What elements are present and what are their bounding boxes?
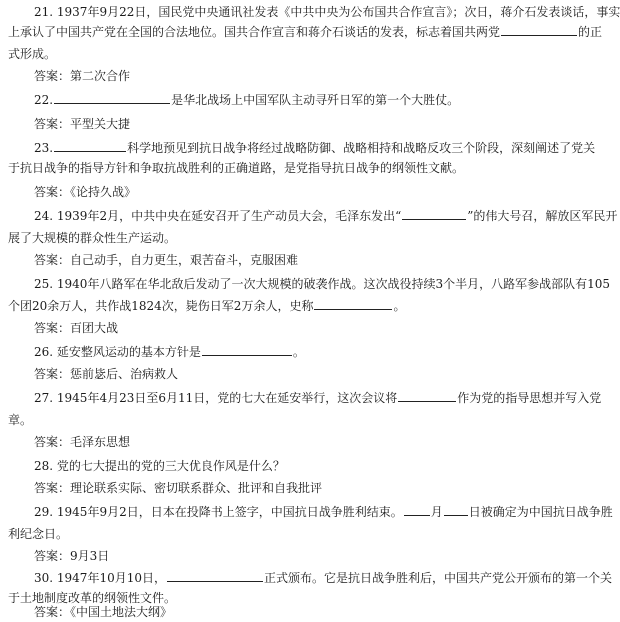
question-27-line-1 [34,388,602,408]
question-21-line-1 [34,2,620,22]
question-text: 的正 [578,25,603,39]
question-27-line-2 [8,410,594,430]
question-text: 于土地制度改革的纲领性文件。 [8,591,177,605]
question-text: 。 [292,345,305,359]
question-26-line-1 [34,342,594,362]
question-text: 25. 1940年八路军在华北敌后发动了一次大规模的破袭作战。这次战役持续3个半月，八路军参战部队有105 [34,277,610,291]
question-text: 21. 1937年9月22日，国民党中央通讯社发表《中共中央为公布国共合作宣言》；次日，蒋介石发表谈话，事实 [34,5,620,19]
question-text: 24. 1939年2月，中共中央在延安召开了生产动员大会，毛泽东发出“ [34,209,402,223]
question-text: 日被确定为中国抗日战争胜 [468,505,613,519]
question-text: 是华北战场上中国军队主动寻歼日军的第一个大胜仗。 [171,93,460,107]
question-29-line-1 [34,502,613,522]
question-21-line-2 [8,22,603,42]
answer-blank [314,296,392,310]
question-text: 利纪念日。 [8,527,69,541]
question-text: 章。 [8,413,33,427]
answer-blank [54,138,126,152]
question-22-line-1 [34,90,594,110]
question-25-line-1 [34,274,610,294]
question-23-line-2 [8,158,594,178]
answer-blank [202,342,292,356]
answer-26: 答案：惩前毖后、治病救人 [34,367,179,381]
answer-30: 答案：《中国土地法大纲》 [34,605,173,619]
question-text: 。 [393,299,406,313]
answer-23: 答案：《论持久战》 [34,185,137,199]
question-24-line-1 [34,206,618,226]
question-text: 上承认了中国共产党在全国的合法地位。国共合作宣言和蒋介石谈话的发表，标志着国共两党 [8,25,501,39]
question-text: ”的伟大号召，解放区军民开 [467,209,618,223]
question-text: 27. 1945年4月23日至6月11日，党的七大在延安举行，这次会议将 [34,391,398,405]
question-text: 正式颁布。它是抗日战争胜利后，中国共产党公开颁布的第一个关 [263,571,612,585]
question-text: 于抗日战争的指导方针和争取抗战胜利的正确道路，是党指导抗日战争的纲领性文献。 [8,161,465,175]
answer-29: 答案：9月3日 [34,549,110,563]
question-text: 28. 党的七大提出的党的三大优良作风是什么？ [34,459,285,473]
question-text: 29. 1945年9月2日，日本在投降书上签字，中国抗日战争胜利结束。 [34,505,403,519]
question-text: 个团20余万人，共作战1824次，毙伤日军2万余人，史称 [8,299,314,313]
question-text: 科学地预见到抗日战争将经过战略防御、战略相持和战略反攻三个阶段，深刻阐述了党关 [127,141,596,155]
question-text: 作为党的指导思想并写入党 [457,391,602,405]
question-text: 23. [34,141,54,155]
answer-blank [501,22,577,36]
question-text: 22. [34,93,54,107]
question-text: 26. 延安整风运动的基本方针是 [34,345,201,359]
answer-25: 答案：百团大战 [34,321,119,335]
answer-blank [167,568,263,582]
answer-21: 答案：第二次合作 [34,69,131,83]
answer-blank [444,502,468,516]
question-text: 30. 1947年10月10日， [34,571,166,585]
answer-28: 答案：理论联系实际、密切联系群众、批评和自我批评 [34,481,323,495]
answer-blank [404,502,430,516]
answer-blank [402,206,466,220]
question-23-line-1 [34,138,594,158]
question-24-line-2 [8,228,594,248]
question-25-line-2 [8,296,594,316]
question-28-line-1 [34,456,594,476]
answer-blank [54,90,170,104]
answer-blank [398,388,456,402]
question-text: 展了大规模的群众性生产运动。 [8,231,177,245]
answer-24: 答案：自己动手，自力更生，艰苦奋斗，克服困难 [34,253,299,267]
question-text: 月 [430,505,443,519]
question-21-line-3 [8,44,594,64]
answer-22: 答案：平型关大捷 [34,117,131,131]
answer-27: 答案：毛泽东思想 [34,435,131,449]
question-29-line-2 [8,524,594,544]
question-30-line-1 [34,568,612,588]
question-text: 式形成。 [8,47,57,61]
